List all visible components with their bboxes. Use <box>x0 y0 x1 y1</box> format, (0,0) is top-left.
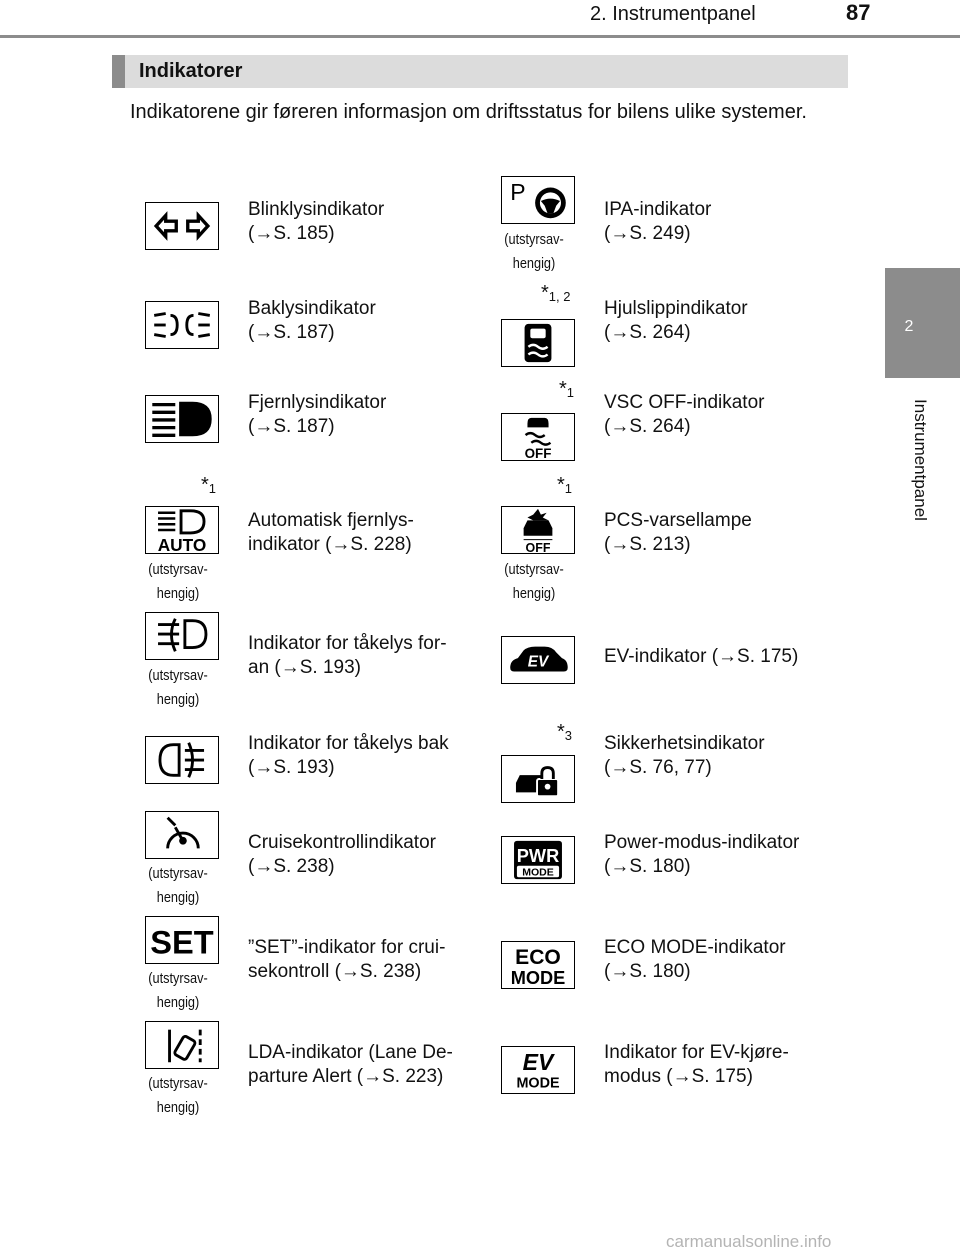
section-title: Indikatorer <box>139 60 243 82</box>
indicator-description: Power-modus-indikator (→S. 180) <box>604 832 800 877</box>
chapter-tab-label: Instrumentpanel <box>911 399 930 521</box>
indicator-description: Baklysindikator (→S. 187) <box>248 298 376 343</box>
optional-equipment-note: (utstyrsav- hengig) <box>148 667 208 708</box>
indicator-description: ECO MODE-indikator (→S. 180) <box>604 937 786 982</box>
svg-text:EV: EV <box>527 653 549 671</box>
svg-text:OFF: OFF <box>525 541 551 553</box>
svg-text:ECO: ECO <box>515 946 561 970</box>
svg-text:P: P <box>510 179 526 205</box>
indicator-description: IPA-indikator (→S. 249) <box>604 199 712 244</box>
pcs-off-icon <box>501 506 575 554</box>
optional-equipment-note: (utstyrsav- hengig) <box>148 865 208 906</box>
svg-text:AUTO: AUTO <box>157 535 207 553</box>
eco-mode-icon <box>501 941 575 989</box>
auto-high-beam-icon <box>145 506 219 554</box>
security-icon <box>501 755 575 803</box>
indicator-description: EV-indikator (→S. 175) <box>604 646 799 667</box>
optional-equipment-note: (utstyrsav- hengig) <box>504 561 564 602</box>
svg-text:MODE: MODE <box>510 968 566 988</box>
indicator-description: LDA-indikator (Lane De- parture Alert (→S. 223) <box>248 1042 453 1087</box>
svg-text:MODE: MODE <box>516 1075 560 1092</box>
header-rule <box>0 35 960 38</box>
indicator-description: Fjernlysindikator (→S. 187) <box>248 392 387 437</box>
ev-car-icon <box>501 636 575 684</box>
optional-equipment-note: (utstyrsav- hengig) <box>148 970 208 1011</box>
set-icon <box>145 916 219 964</box>
indicator-description: Automatisk fjernlys- indikator (→S. 228) <box>248 510 414 555</box>
optional-equipment-note: (utstyrsav- hengig) <box>504 231 564 272</box>
indicator-description: PCS-varsellampe (→S. 213) <box>604 510 752 555</box>
high-beam-icon <box>145 395 219 443</box>
footnote-marker: $*_1$ <box>559 378 575 400</box>
footnote-marker: $*_{1, 2}$ <box>541 282 571 304</box>
indicator-description: Indikator for tåkelys for- an (→S. 193) <box>248 633 447 678</box>
watermark: carmanualsonline.info <box>666 1232 832 1251</box>
chapter-tab-number: 2 <box>904 318 914 335</box>
slip-icon <box>501 319 575 367</box>
chapter-title: 2. Instrumentpanel <box>590 3 756 25</box>
section-heading <box>112 55 848 88</box>
svg-text:PWR: PWR <box>516 845 560 866</box>
optional-equipment-note: (utstyrsav- hengig) <box>148 1075 208 1116</box>
page-number: 87 <box>846 0 871 25</box>
footnote-marker: $*_3$ <box>557 721 573 743</box>
optional-equipment-note: (utstyrsav- hengig) <box>148 561 208 602</box>
power-mode-icon <box>501 836 575 884</box>
svg-text:OFF: OFF <box>524 446 552 460</box>
tail-light-icon <box>145 301 219 349</box>
rear-fog-icon <box>145 736 219 784</box>
cruise-icon <box>145 811 219 859</box>
indicator-description: Sikkerhetsindikator (→S. 76, 77) <box>604 733 765 778</box>
svg-text:EV: EV <box>522 1049 554 1075</box>
ipa-icon <box>501 176 575 224</box>
ev-mode-icon <box>501 1046 575 1094</box>
intro-paragraph: Indikatorene gir føreren informasjon om driftsstatus for bilens ulike systemer. <box>130 101 807 123</box>
indicator-description: ”SET”-indikator for crui- sekontroll (→S. 238) <box>248 937 446 982</box>
svg-text:SET: SET <box>150 924 214 961</box>
footnote-marker: $*_1$ <box>557 474 573 496</box>
indicator-description: Indikator for tåkelys bak (→S. 193) <box>248 733 449 778</box>
indicator-description: VSC OFF-indikator (→S. 264) <box>604 392 765 437</box>
vsc-off-icon <box>501 413 575 461</box>
turn-signal-icon <box>145 202 219 250</box>
indicator-description: Cruisekontrollindikator (→S. 238) <box>248 832 436 877</box>
indicator-description: Blinklysindikator (→S. 185) <box>248 199 385 244</box>
indicator-description: Indikator for EV-kjøre- modus (→S. 175) <box>604 1042 789 1087</box>
footnote-marker: $*_1$ <box>201 474 217 496</box>
indicator-description: Hjulslippindikator (→S. 264) <box>604 298 748 343</box>
svg-text:MODE: MODE <box>522 866 554 879</box>
lda-icon <box>145 1021 219 1069</box>
front-fog-icon <box>145 612 219 660</box>
